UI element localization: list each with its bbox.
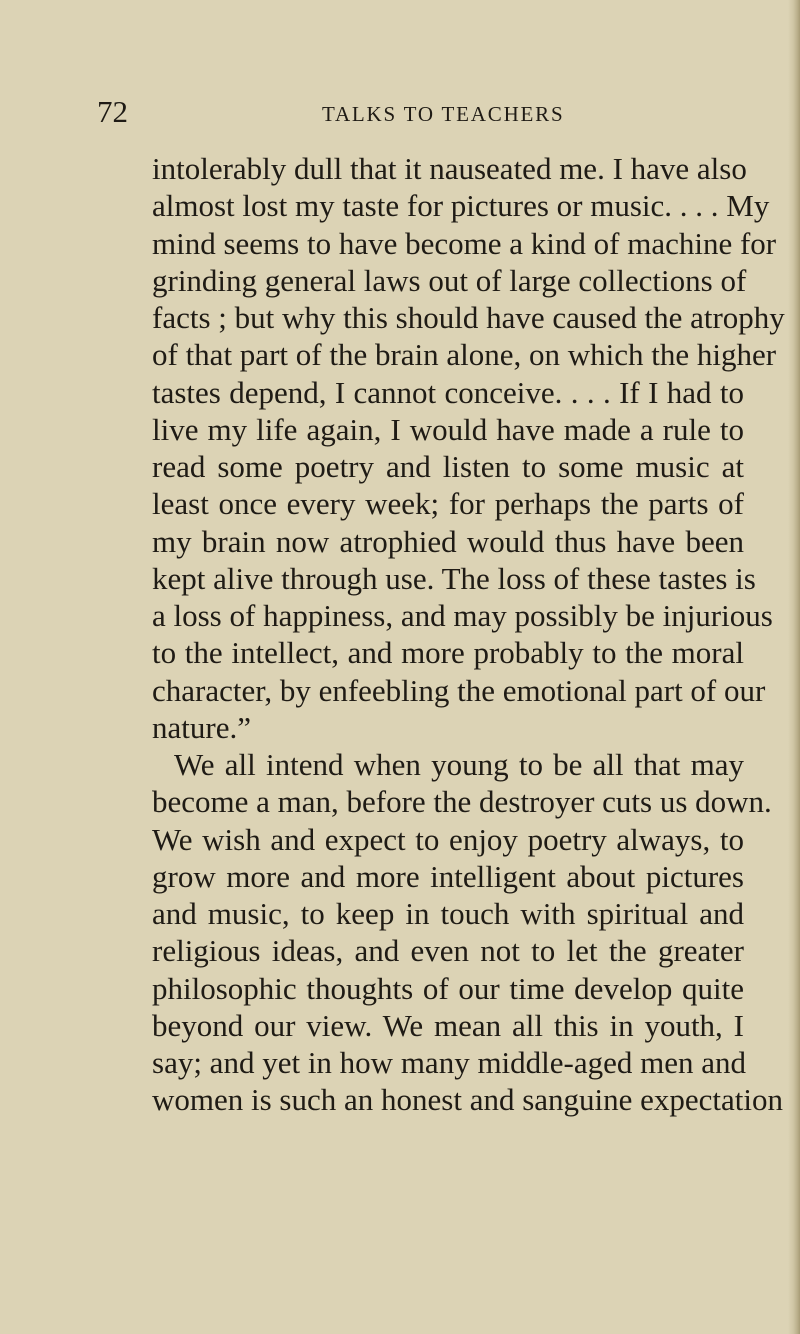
text-line: to the intellect, and more probably to the moral [152, 635, 744, 671]
text-line: religious ideas, and even not to let the greater [152, 933, 744, 969]
text-line: read some poetry and listen to some music at [152, 449, 744, 484]
text-line: my brain now atrophied would thus have been [152, 523, 744, 559]
text-line: say; and yet in how many middle-aged men and [152, 1045, 747, 1080]
text-line: We wish and expect to enjoy poetry always, to [152, 821, 744, 857]
text-line: almost lost my taste for pictures or music. . . . My [152, 188, 770, 224]
text-line: become a man, before the destroyer cuts us down. [152, 784, 772, 820]
text-line: least once every week; for perhaps the parts of [152, 486, 744, 522]
text-line: a loss of happiness, and may possibly be injurious [152, 598, 773, 633]
text-line: kept alive through use. The loss of these tastes is [152, 560, 756, 596]
text-line: of that part of the brain alone, on which the higher [152, 337, 777, 373]
text-line: grow more and more intelligent about pictures [152, 858, 744, 894]
text-line: tastes depend, I cannot conceive. . . . If I had to [152, 374, 744, 410]
page-header [97, 92, 737, 142]
text-line: philosophic thoughts of our time develop quite [152, 970, 744, 1006]
text-line: grinding general laws out of large collections of [152, 262, 747, 298]
text-line: intolerably dull that it nauseated me. I have also [152, 151, 747, 186]
text-line: character, by enfeebling the emotional part of our [152, 672, 766, 708]
page-edge-shadow [788, 0, 800, 1334]
text-line: mind seems to have become a kind of machine for [152, 225, 777, 261]
text-line: nature.” [152, 709, 251, 745]
running-title: TALKS TO TEACHERS [322, 102, 565, 126]
text-line: facts ; but why this should have caused the atrophy [152, 300, 785, 335]
paragraph-start-line: We all intend when young to be all that may [174, 747, 744, 782]
body-text [152, 150, 785, 1119]
text-line: women is such an honest and sanguine expectation [152, 1082, 784, 1118]
text-line: live my life again, I would have made a rule to [152, 411, 744, 447]
text-line: and music, to keep in touch with spiritual and [152, 896, 744, 931]
text-line: beyond our view. We mean all this in youth, I [152, 1007, 744, 1043]
page-number: 72 [97, 94, 128, 129]
